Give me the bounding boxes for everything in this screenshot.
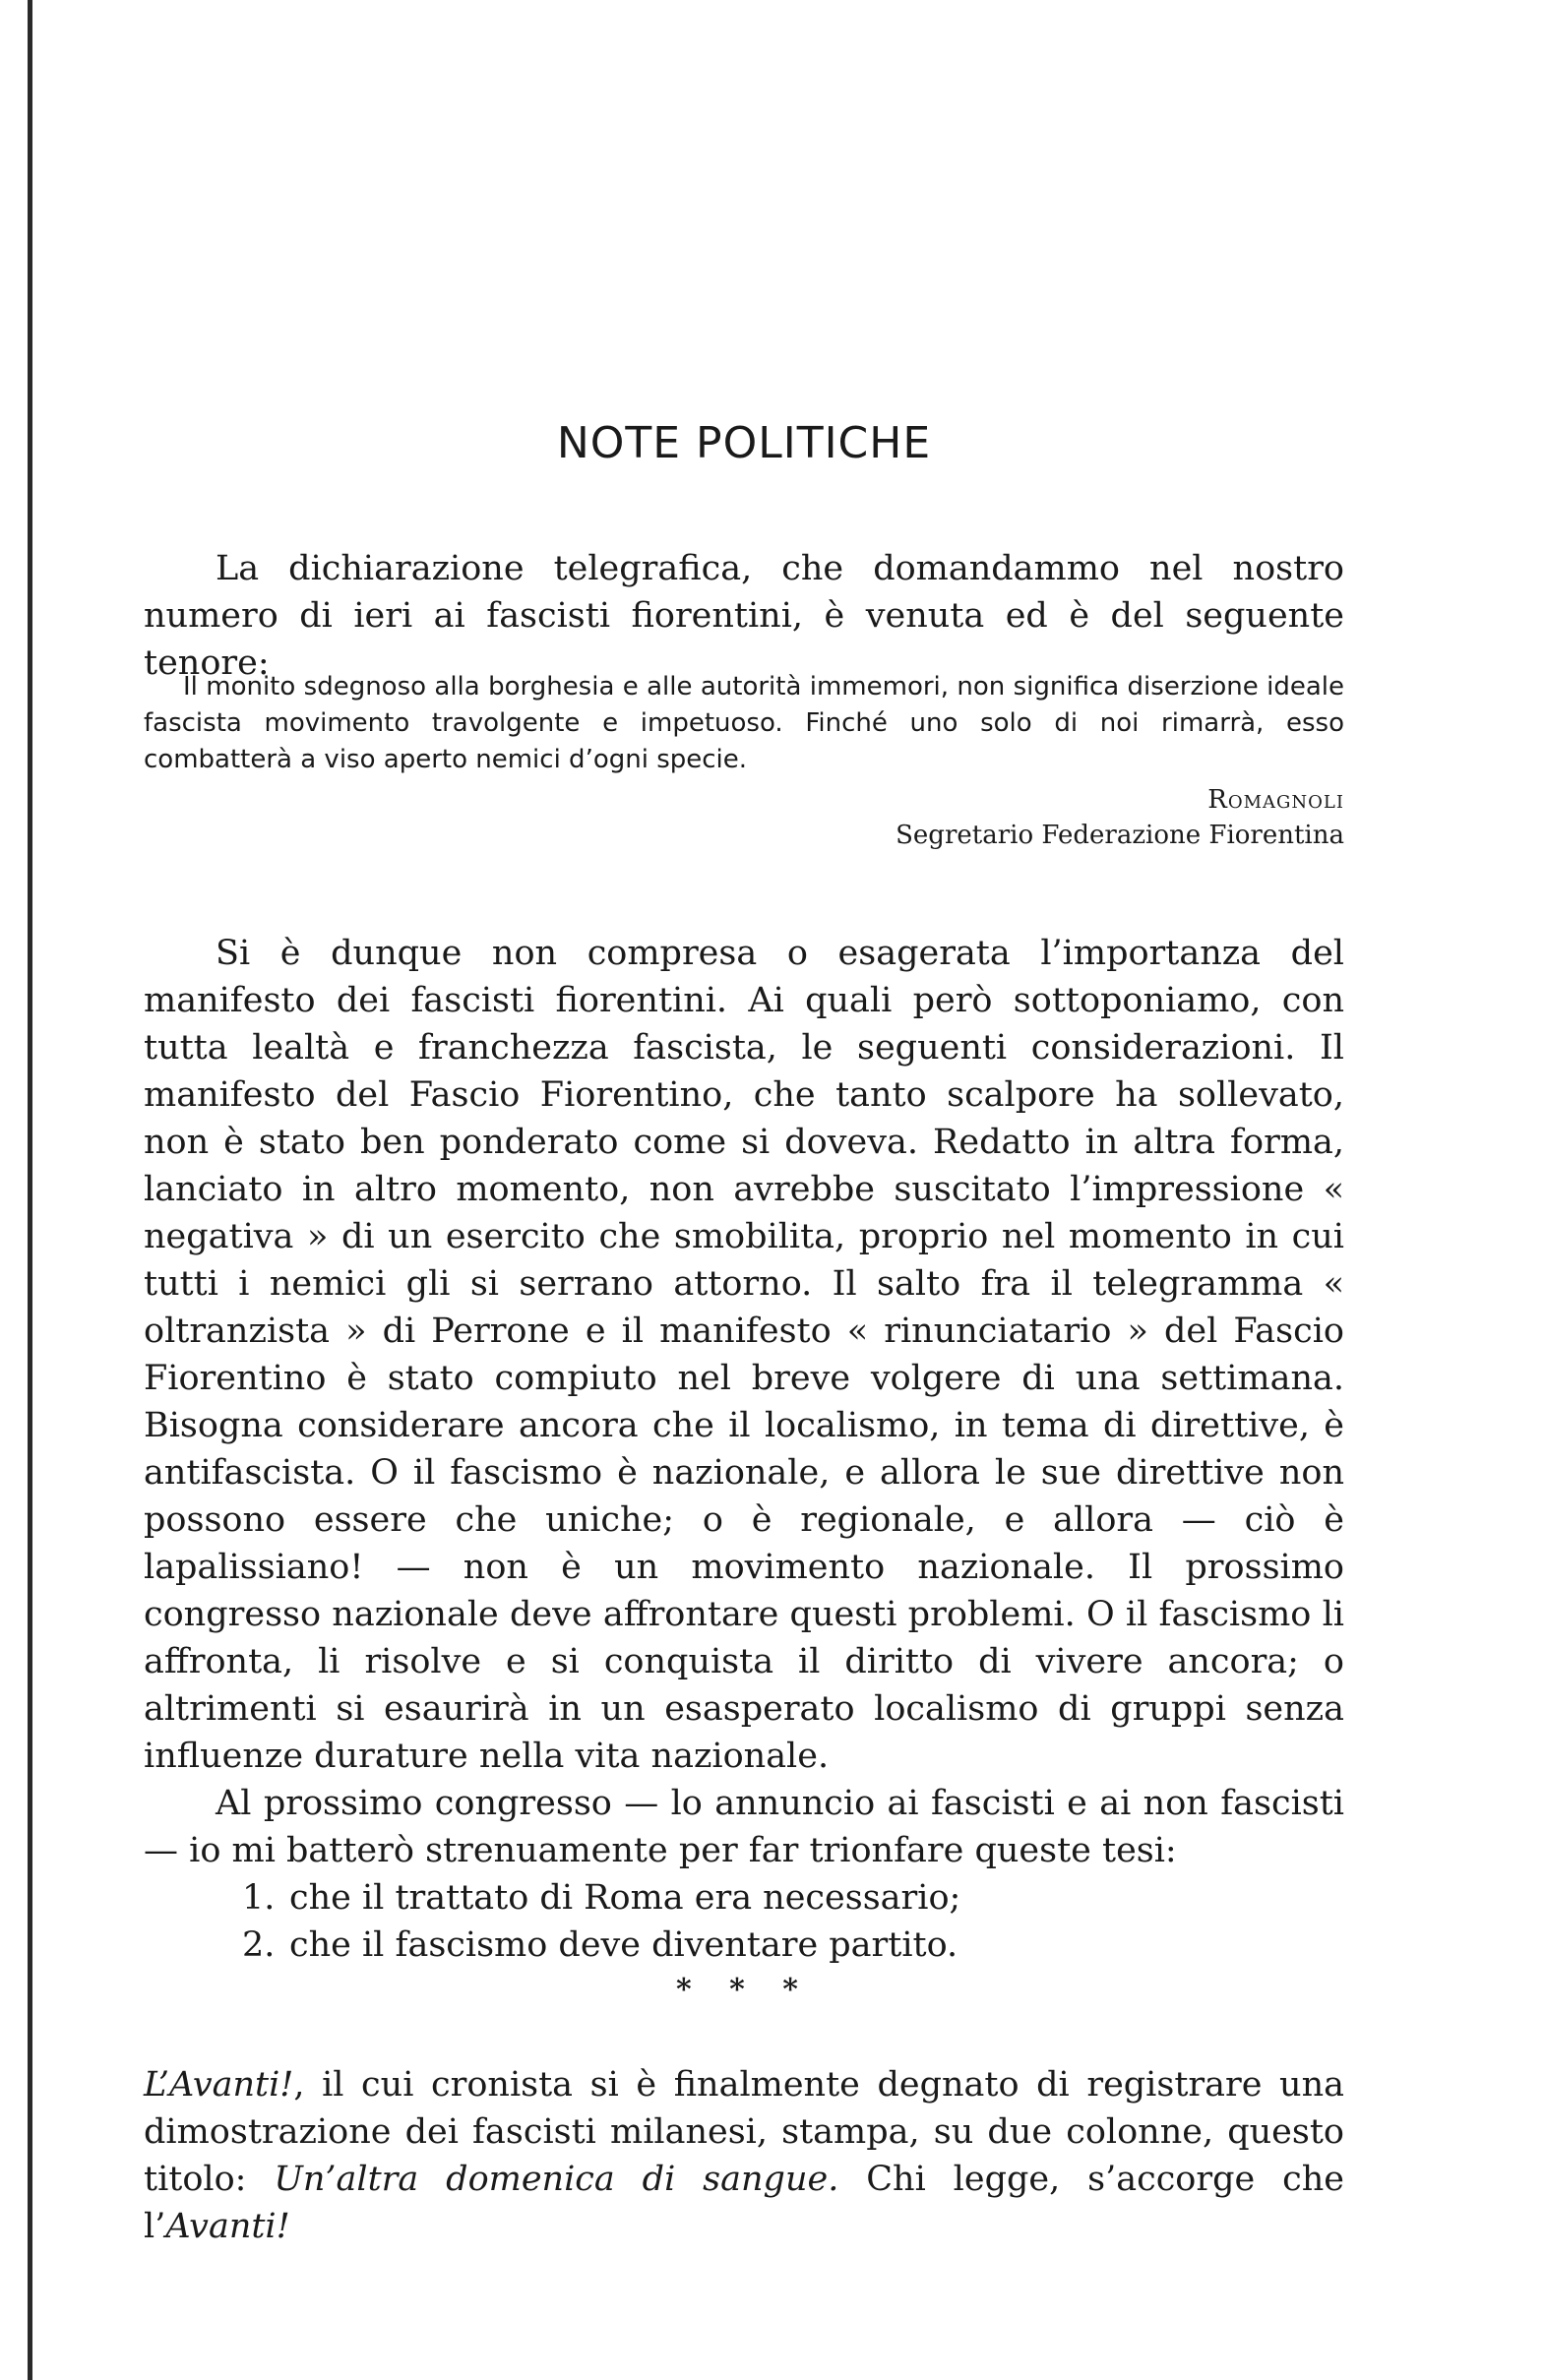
list-item-number: 2.: [242, 1925, 276, 1965]
intro-block: [144, 545, 1344, 687]
page-binding-edge: [28, 0, 32, 2380]
newspaper-title: L’Avanti!: [144, 2065, 294, 2105]
telegram-text: Il monito sdegnoso alla borghesia e alle autorità immemori, non significa diserzione ideale fascista movimento travolgente e impetuoso. Finché uno solo di noi rimarrà, esso combatterà a viso aperto nemici d’ogni specie.: [144, 672, 1344, 774]
main-paragraph: Si è dunque non compresa o esagerata l’importanza del manifesto dei fascisti fiorentini. Ai quali però sottoponiamo, con tutta lealtà e franchezza fascista, le seguenti considerazioni. Il manifesto del Fascio Fiorentino, che tanto scalpore ha sollevato, non è stato ben ponderato come si doveva. Redatto in altra forma, lanciato in altro momento, non avrebbe suscitato l’impressione « negativa » di un esercito che smobilita, proprio nel momento in cui tutti i nemici gli si serrano attorno. Il salto fra il telegramma « oltranzista » di Perrone e il manifesto « rinunciatario » del Fascio Fiorentino è stato compiuto nel breve volgere di una settimana. Bisogna considerare ancora che il localismo, in tema di direttive, è antifascista. O il fascismo è nazionale, e allora le sue direttive non possono essere che uniche; o è regionale, e allora — ciò è lapalissiano! — non è un movimento nazionale. Il prossimo congresso nazionale deve affrontare questi problemi. O il fascismo li affronta, li risolve e si conquista il diritto di vivere ancora; o altrimenti si esaurirà in un esasperato localismo di gruppi senza influenze durature nella vita nazionale.: [144, 934, 1344, 1776]
list-item: [144, 1874, 1344, 1922]
list-item-text: che il trattato di Roma era necessario;: [289, 1878, 961, 1918]
avanti-text-1: , il cui cronista si è finalmente degnato di registrare una dimostrazione dei fascisti milanesi, stampa, su due colonne, questo titolo:: [144, 2065, 1344, 2199]
avanti-block: [144, 2061, 1344, 2250]
avanti-paragraph: [144, 2061, 1344, 2250]
asterism-separator: * * *: [676, 1973, 812, 2007]
list-item-text: che il fascismo deve diventare partito.: [289, 1925, 958, 1965]
list-item-number: 1.: [242, 1878, 276, 1918]
telegram-signature: [144, 782, 1344, 853]
section-separator: [144, 1973, 1344, 2007]
list-item: [144, 1922, 1344, 1969]
theses-list: [144, 1874, 1344, 1969]
signature-name: Romagnoli: [1207, 785, 1344, 815]
main-block: [144, 930, 1344, 1969]
headline-quote: Un’altra domenica di sangue.: [274, 2160, 839, 2199]
page-title: NOTE POLITICHE: [556, 418, 932, 468]
congress-paragraph: Al prossimo congresso — lo annuncio ai fascisti e ai non fascisti — io mi batterò strenuamente per far trionfare queste tesi:: [144, 1784, 1344, 1870]
signature-role: Segretario Federazione Fiorentina: [896, 821, 1344, 850]
avanti-text-2: Chi legge, s’accorge che l’: [144, 2160, 1344, 2246]
telegram-block: [144, 669, 1344, 853]
intro-paragraph: La dichiarazione telegrafica, che domandammo nel nostro numero di ieri ai fascisti fiorentini, è venuta ed è del seguente tenore:: [144, 549, 1344, 683]
newspaper-title-2: Avanti!: [165, 2207, 290, 2246]
